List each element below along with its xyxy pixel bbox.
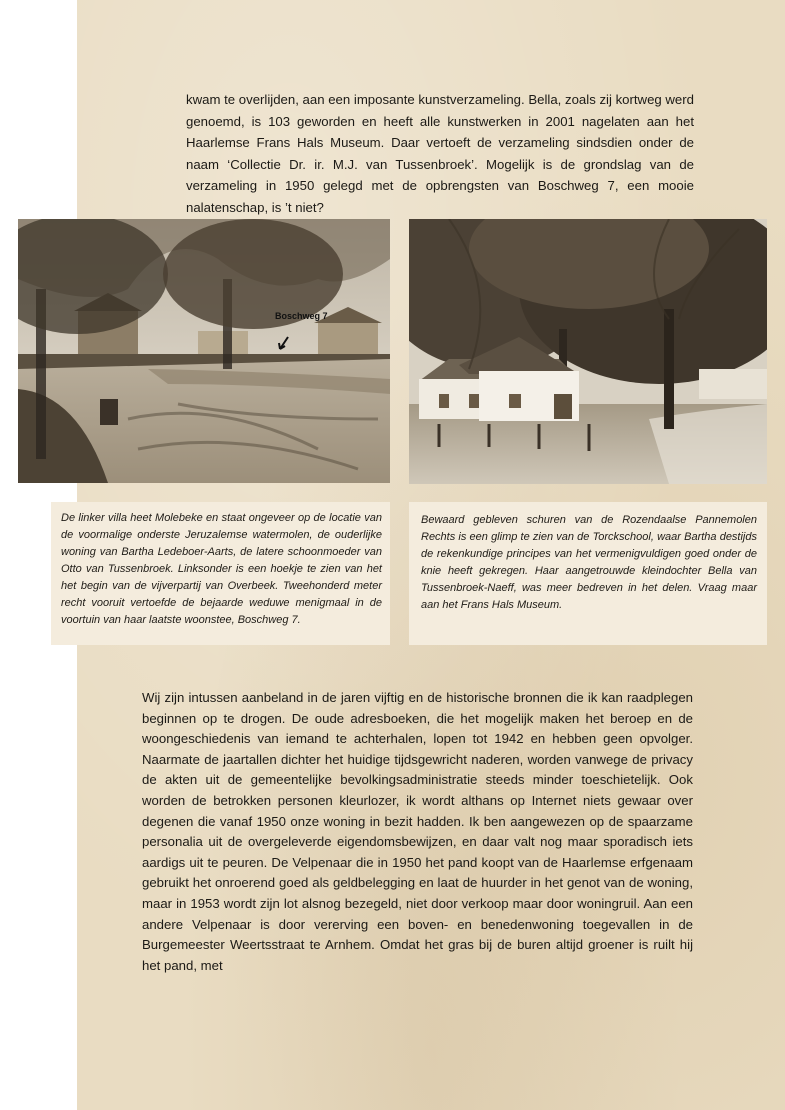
photo-barns-pannemolen: [409, 219, 767, 484]
boschweg-callout-label: Boschweg 7: [275, 311, 328, 321]
photo-street-boschweg: [18, 219, 390, 483]
bottom-paragraph: Wij zijn intussen aanbeland in de jaren vijftig en de historische bronnen die ik kan raadplegen beginnen op te drogen. De oude adresboeken, die het mogelijk maken het beroep en de woongeschiedenis van iemand te achterhalen, lopen tot 1942 en hebben geen opvolger. Naarmate de jaartallen dichter het huidige tijdsgewricht naderen, worden vanwege de privacy de akten uit de gemeentelijke bevolkingsadministratie steeds minder toeschietelijk. Ook worden de betrokken personen kleurlozer, ik wordt althans op Internet niets gewaar over degenen die vanaf 1950 onze woning in bezit hadden. Ik ben aangewezen op de spaarzame personalia uit de overgeleverde eigendomsbewijzen, en daar valt nog maar sporadisch iets aardigs uit te peuren. De Velpenaar die in 1950 het pand koopt van de Haarlemse erfgenaam gebruikt het onroerend goed als geldbelegging en laat de huurder in het genot van de woning, maar in 1953 wordt zijn lot alsnog bezegeld, niet door verkoop maar door woningruil. Aan een andere Velpenaar is door vererving een boven- en benedenwoning toegevallen in de Burgemeester Weertsstraat te Arnhem. Omdat het gras bij de buren altijd groener is ruilt hij het pand, met: [142, 690, 693, 973]
top-paragraph: kwam te overlijden, aan een imposante kunstverzameling. Bella, zoals zij kortweg werd genoemd, is 103 geworden en heeft alle kunstwerken in 2001 nagelaten aan het Haarlemse Frans Hals Museum. Daar vertoeft de verzameling sindsdien onder de naam ‘Collectie Dr. ir. M.J. van Tussenbroek’. Mogelijk is de grondslag van de verzameling in 1950 gelegd met de opbrengsten van Boschweg 7, een mooie nalatenschap, is ’t niet?: [186, 92, 694, 215]
caption-left: De linker villa heet Molebeke en staat ongeveer op de locatie van de voormalige onderste Jeruzalemse watermolen, de ouderlijke woning van Bartha Ledeboer-Aarts, de latere schoonmoeder van Otto van Tussenbroek. Linksonder is een hoekje te zien van het het begin van de vijverpartij van Overbeek. Tweehonderd meter recht vooruit vertoefde de bejaarde weduwe menigmaal in de voortuin van haar laatste woonstee, Boschweg 7.: [51, 502, 390, 645]
caption-right: Bewaard gebleven schuren van de Rozendaalse Pannemolen Rechts is een glimp te zien van de Torckschool, waar Bartha destijds de rekenkundige principes van het vermenigvuldigen goed onder de knie heeft gekregen. Haar aangetrouwde kleindochter Bella van Tussenbroek-Naeff, was meer bedreven in het delen. Vraag maar aan het Frans Hals Museum.: [409, 502, 767, 645]
